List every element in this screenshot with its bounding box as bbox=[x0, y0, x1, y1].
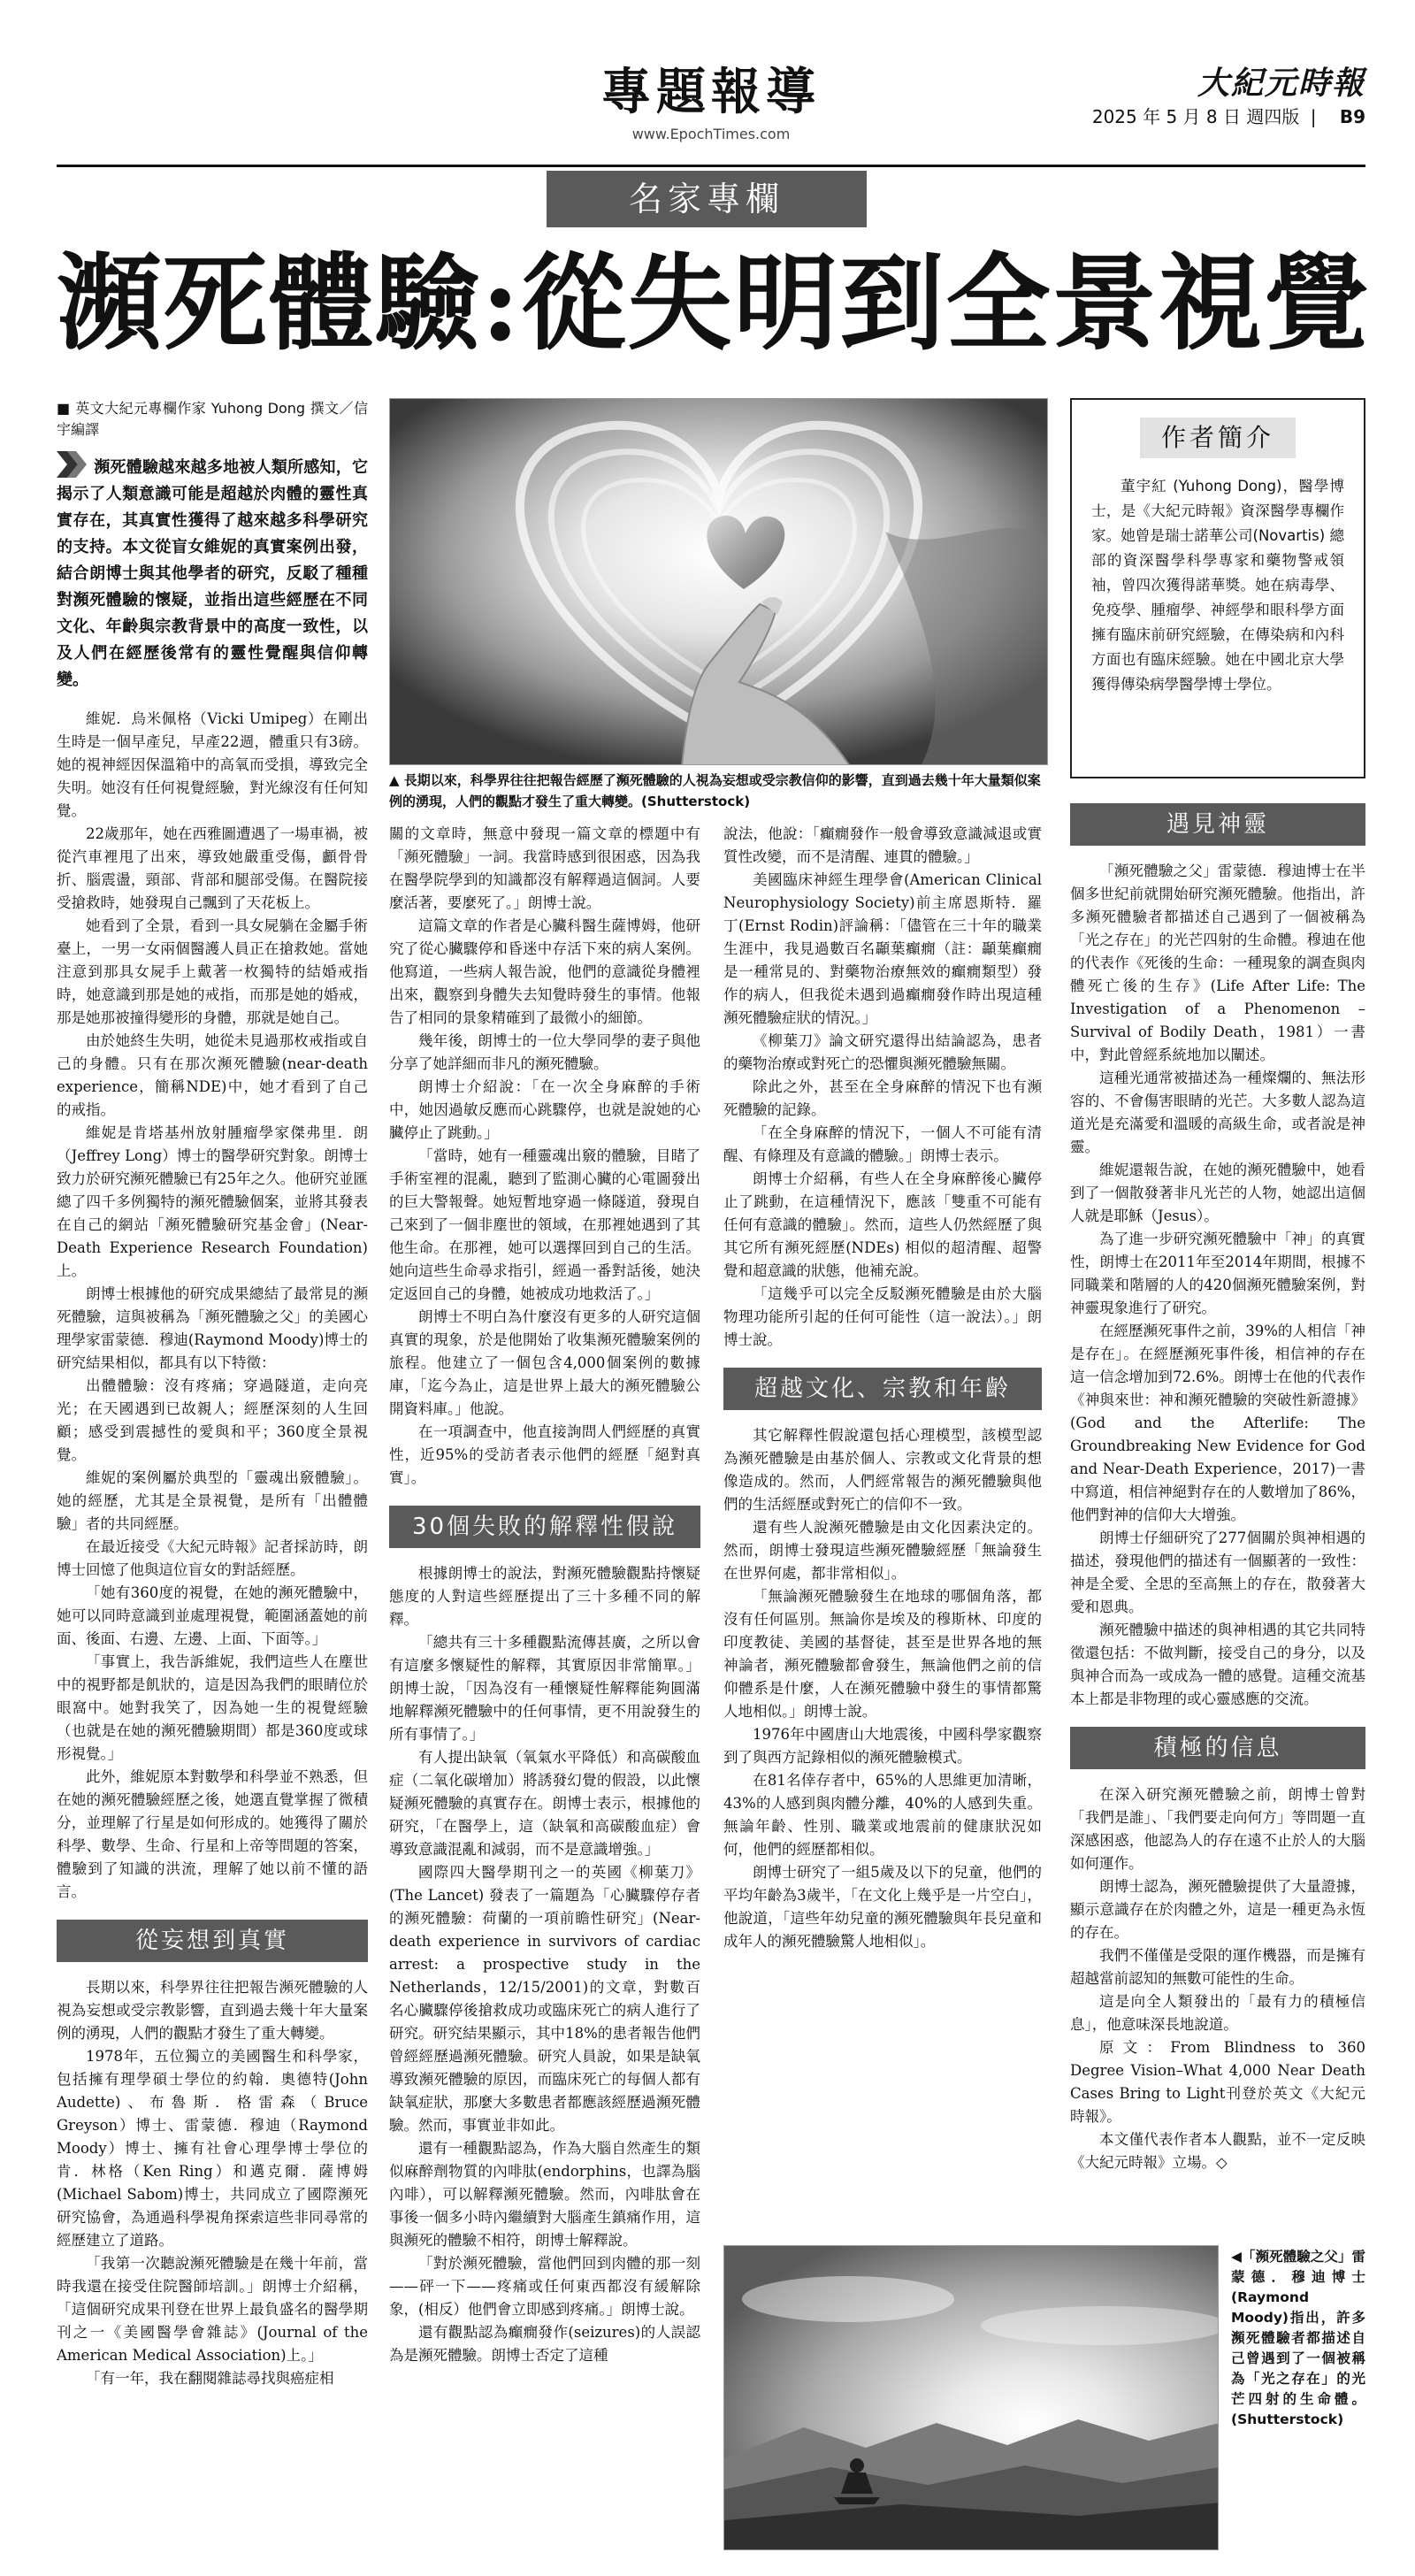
body-paragraph: 朗博士介紹說：「在一次全身麻醉的手術中，她因過敏反應而心跳驟停，也就是說她的心臟停止了跳動。」 bbox=[389, 1078, 700, 1141]
issue-date: 2025 年 5 月 8 日 週四版 bbox=[1091, 106, 1300, 127]
author-box bbox=[1070, 398, 1365, 778]
body-paragraph: 為了進一步研究瀕死體驗中「神」的真實性，朗博士在2011年至2014年期間，根據不同職業和階層的人的420個瀕死體驗案例，對神靈現象進行了研究。 bbox=[1070, 1230, 1365, 1316]
body-paragraph: 「我第一次聽說瀕死體驗是在幾十年前，當時我還在接受住院醫師培訓。」朗博士介紹稱，「這個研究成果刊登在世界上最負盛名的醫學期刊之一《美國醫學會雜誌》(Journal of the American Medical Association)上。」 bbox=[57, 2255, 368, 2364]
subhead: 超越文化、宗教和年齡 bbox=[723, 1368, 1042, 1410]
body-paragraph: 「瀕死體驗之父」雷蒙德．穆迪博士在半個多世紀前就開始研究瀕死體驗。他指出，許多瀕死體驗者都描述自己遇到了一個被稱為「光之存在」的光芒四射的生命體。穆迪在他的代表作《死後的生命：一種現象的調查與肉體死亡後的生存》(Life After Life: The Investigation of a Phenomenon – Survival of Bodily Death，1981）一書中，對此曾經系統地加以闡述。 bbox=[1070, 862, 1365, 1063]
body-paragraph: 其它解釋性假說還包括心理模型，該模型認為瀕死體驗是由基於個人、宗教或文化背景的想像造成的。然而，人們經常報告的瀕死體驗與他們的生活經歷或對死亡的信仰不一致。 bbox=[723, 1427, 1042, 1513]
subhead: 積極的信息 bbox=[1070, 1727, 1365, 1769]
body-paragraph: 出體體驗：沒有疼痛；穿過隧道，走向亮光；在天國遇到已故親人；經歷深刻的人生回顧；感受到震撼性的愛與和平；360度全景視覺。 bbox=[57, 1377, 368, 1463]
body-paragraph: 這是向全人類發出的「最有力的積極信息」，他意味深長地說道。 bbox=[1070, 1993, 1365, 2033]
body-paragraph: 朗博士根據他的研究成果總結了最常見的瀕死體驗，這與被稱為「瀕死體驗之父」的美國心理學家雷蒙德．穆迪(Raymond Moody)博士的研究結果相似，都具有以下特徵： bbox=[57, 1285, 368, 1371]
double-chevron-icon bbox=[57, 451, 88, 478]
meditation-sunset-illustration bbox=[724, 2246, 1219, 2550]
lead-paragraph bbox=[57, 451, 368, 694]
source-note: 原文：From Blindness to 360 Degree Vision–What 4,000 Near Death Cases Bring to Light刊登於英文《大紀元時報》。 bbox=[1070, 2039, 1365, 2125]
body-paragraph: 國際四大醫學期刊之一的英國《柳葉刀》(The Lancet) 發表了一篇題為「心臟驟停存者的瀕死體驗：荷蘭的一項前瞻性研究」(Near-death experience in survivors of cardiac arrest: a prospective study in the Netherlands，12/15/2001)的文章，對數百名心臟驟停後搶救成功或臨床死亡的病人進行了研究。研究結果顯示，其中18%的患者報告他們曾經經歷過瀕死體驗。研究人員說，如果是缺氧導致瀕死體驗的原因，而臨床死亡的每個人都有缺氧症狀，那麼大多數患者都應該經歷過瀕死體驗。然而，事實並非如此。 bbox=[389, 1864, 700, 2134]
lead-text: 瀕死體驗越來越多地被人類所感知，它揭示了人類意識可能是超越於肉體的靈性真實存在，其真實性獲得了越來越多科學研究的支持。本文從盲女維妮的真實案例出發，結合朗博士與其他學者的研究，反駁了種種對瀕死體驗的懷疑，並指出這些經歷在不同文化、年齡與宗教背景中的高度一致性，以及人們在經歷後常有的靈性覺醒與信仰轉變。 bbox=[57, 458, 368, 689]
body-paragraph: 在經歷瀕死事件之前，39%的人相信「神是存在」。在經歷瀕死事件後，相信神的存在這一信念增加到72.6%。朗博士在他的代表作《神與來世：神和瀕死體驗的突破性新證據》(God and the Afterlife: The Groundbreaking New Evidence for God and Near-Death Experience，2017)一書中寫道，相信神絕對存在的人數增加了86%，他們對神的信仰大大增強。 bbox=[1070, 1322, 1365, 1523]
body-paragraph: 1976年中國唐山大地震後，中國科學家觀察到了與西方記錄相似的瀕死體驗模式。 bbox=[723, 1726, 1042, 1766]
column-1 bbox=[57, 398, 368, 2390]
subhead: 從妄想到真實 bbox=[57, 1920, 368, 1962]
author-bio: 董宇紅 (Yuhong Dong)，醫學博士，是《大紀元時報》資深醫學專欄作家。她曾是瑞士諾華公司(Novartis) 總部的資深醫學科學專家和藥物警戒領袖，曾四次獲得諾華獎。她在病毒學、免疫學、腫瘤學、神經學和眼科學方面擁有臨床前研究經驗，在傳染病和內科方面也有臨床經驗。她在中國北京大學獲得傳染病學醫學博士學位。 bbox=[1091, 478, 1344, 693]
body-paragraph: 這篇文章的作者是心臟科醫生薩博姆，他研究了從心臟驟停和昏迷中存活下來的病人案例。他寫道，一些病人報告說，他們的意識從身體裡出來，觀察到身體失去知覺時發生的事情。他報告了相同的景象精確到了最微小的細節。 bbox=[389, 917, 700, 1026]
body-paragraph: 朗博士介紹稱，有些人在全身麻醉後心臟停止了跳動，在這種情況下，應該「雙重不可能有任何有意識的體驗」。然而，這些人仍然經歷了與其它所有瀕死經歷(NDEs) 相似的超清醒、超警覺和超意識的狀態，他補充說。 bbox=[723, 1170, 1042, 1279]
body-paragraph: 維妮是肯塔基州放射腫瘤學家傑弗里．朗（Jeffrey Long）博士的醫學研究對象。朗博士致力於研究瀕死體驗已有25年之久。他研究並匯總了四千多例獨特的瀕死體驗個案，並將其發表在自己的網站「瀕死體驗研究基金會」(Near-Death Experience Research Foundation)上。 bbox=[57, 1124, 368, 1279]
paper-logo: 大紀元時報 bbox=[1197, 65, 1365, 102]
section-title: 專題報導 bbox=[601, 64, 821, 121]
sunset-image bbox=[723, 2245, 1219, 2550]
sunset-caption: ◀「瀕死體驗之父」雷蒙德．穆迪博士(Raymond Moody)指出，許多瀕死體驗者都描述自己曾遇到了一個被稱為「光之存在」的光芒四射的生命體。(Shutterstock) bbox=[1231, 2249, 1365, 2427]
body-paragraph: 朗博士研究了一組5歲及以下的兒童，他們的平均年齡為3歲半，「在文化上幾乎是一片空白」，他說道，「這些年幼兒童的瀕死體驗與年長兒童和成年人的瀕死體驗驚人地相似」。 bbox=[723, 1864, 1042, 1950]
body-paragraph: 「無論瀕死體驗發生在地球的哪個角落，都沒有任何區別。無論你是埃及的穆斯林、印度的印度教徒、美國的基督徒，甚至是世界各地的無神論者，瀕死體驗都會發生，無論他們之前的信仰體系是什麼，人在瀕死體驗中發生的事情都驚人地相似。」朗博士說。 bbox=[723, 1588, 1042, 1720]
masthead bbox=[57, 35, 1365, 150]
body-paragraph: 維妮還報告說，在她的瀕死體驗中，她看到了一個散發著非凡光芒的人物，她認出這個人就是耶穌（Jesus）。 bbox=[1070, 1162, 1365, 1224]
body-paragraph: 美國臨床神經生理學會(American Clinical Neurophysiology Society)前主席恩斯特．羅丁(Ernst Rodin)評論稱：「儘管在三十年的職業生涯中，我見過數百名顳葉癲癇（註：顳葉癲癇是一種常見的、對藥物治療無效的癲癇類型）發作的病人，但我從未遇到過癲癇發作時出現這種瀕死體驗症狀的情況。」 bbox=[723, 871, 1042, 1026]
body-paragraph: 「對於瀕死體驗，當他們回到肉體的那一刻——砰一下——疼痛或任何東西都沒有緩解除象，(相反）他們會立即感到疼痛。」朗博士說。 bbox=[389, 2255, 700, 2318]
body-paragraph: 她看到了全景，看到一具女屍躺在金屬手術臺上，一男一女兩個醫護人員正在搶救她。當她注意到那具女屍手上戴著一枚獨特的結婚戒指時，她意識到那是她的戒指，而那是她的婚戒，那是她那被撞得變形的身體，那就是她自己。 bbox=[57, 917, 368, 1026]
disclaimer: 本文僅代表作者本人觀點，並不一定反映《大紀元時報》立場。◇ bbox=[1070, 2131, 1365, 2171]
body-paragraph: 這種光通常被描述為一種燦爛的、無法形容的、不會傷害眼睛的光芒。大多數人認為這道光是充滿愛和溫暖的高級生命，或者說是神靈。 bbox=[1070, 1070, 1365, 1155]
column-2 bbox=[389, 823, 700, 2367]
page-number: B9 bbox=[1339, 106, 1365, 127]
hero-image bbox=[389, 398, 1048, 765]
body-paragraph: 「事實上，我告訴維妮，我們這些人在塵世中的視野都是飢狀的，這是因為我們的眼睛位於眼窩中。她對我笑了，因為她一生的視覺經驗（也就是在她的瀕死體驗期間）都是360度或球形視覺。」 bbox=[57, 1653, 368, 1762]
body-paragraph: 維妮的案例屬於典型的「靈魂出竅體驗」。她的經歷，尤其是全景視覺，是所有「出體體驗」者的共同經歷。 bbox=[57, 1469, 368, 1532]
body-paragraph: 還有觀點認為癲癇發作(seizures)的人誤認為是瀕死體驗。朗博士否定了這種 bbox=[389, 2324, 700, 2364]
body-paragraph: 除此之外，甚至在全身麻醉的情況下也有瀕死體驗的記錄。 bbox=[723, 1078, 1042, 1118]
subhead: 遇見神靈 bbox=[1070, 803, 1365, 846]
subhead: 30個失敗的解釋性假說 bbox=[389, 1506, 700, 1548]
body-paragraph: 朗博士不明白為什麼沒有更多的人研究這個真實的現象，於是他開始了收集瀕死體驗案例的旅程。他建立了一個包含4,000個案例的數據庫，「迄今為止，這是世界上最大的瀕死體驗公開資料庫。」他說。 bbox=[389, 1308, 700, 1417]
body-paragraph: 關的文章時，無意中發現一篇文章的標題中有「瀕死體驗」一詞。我當時感到很困惑，因為我在醫學院學到的知識都沒有解釋過這個詞。人要麼活著，要麼死了。」朗博士說。 bbox=[389, 825, 700, 911]
column-4 bbox=[1070, 787, 1365, 2174]
body-paragraph: 維妮．烏米佩格（Vicki Umipeg）在剛出生時是一個早產兒，早產22週，體重只有3磅。她的視神經因保溫箱中的高氧而受損，導致完全失明。她沒有任何視覺經驗，對光線沒有任何知覺。 bbox=[57, 710, 368, 819]
headline: 瀕死體驗:從失明到全景視覺 bbox=[57, 242, 1371, 364]
body-paragraph: 朗博士認為，瀕死體驗提供了大量證據，顯示意識存在於肉體之外，這是一種更為永恆的存在。 bbox=[1070, 1878, 1365, 1941]
byline: ■ 英文大紀元專欄作家 Yuhong Dong 撰文／信宇編譯 bbox=[57, 400, 368, 438]
body-paragraph: 此外，維妮原本對數學和科學並不熟悉，但在她的瀕死體驗經歷之後，她選直覺掌握了微積分，並理解了行星是如何形成的。她獲得了關於科學、數學、生命、行星和上帝等問題的答案，體驗到了知識的洪流，理解了她以前不懂的語言。 bbox=[57, 1768, 368, 1900]
body-paragraph: 「總共有三十多種觀點流傳甚廣，之所以會有這麼多懷疑性的解釋，其實原因非常簡單。」朗博士說，「因為沒有一種懷疑性解釋能夠圓滿地解釋瀕死體驗中的任何事情，更不用說發生的所有事情了。」 bbox=[389, 1634, 700, 1743]
body-paragraph: 朗博士仔細研究了277個關於與神相遇的描述，發現他們的描述有一個顯著的一致性：神是全愛、全思的至高無上的存在，散發著大愛和恩典。 bbox=[1070, 1530, 1365, 1615]
body-paragraph: 「她有360度的視覺，在她的瀕死體驗中，她可以同時意識到並處理視覺，範圍涵蓋她的前面、後面、右邊、左邊、上面、下面等。」 bbox=[57, 1584, 368, 1647]
body-paragraph: 長期以來，科學界往往把報告瀕死體驗的人視為妄想或受宗教影響，直到過去幾十年大量案例的湧現，人們的觀點才發生了重大轉變。 bbox=[57, 1979, 368, 2042]
body-paragraph: 「這幾乎可以完全反駁瀕死體驗是由於大腦物理功能所引起的任何可能性（這一說法）。」朗博士說。 bbox=[723, 1285, 1042, 1348]
column-3 bbox=[723, 823, 1042, 1953]
body-paragraph: 我們不僅僅是受限的運作機器，而是擁有超越當前認知的無數可能性的生命。 bbox=[1070, 1947, 1365, 1987]
body-paragraph: 22歲那年，她在西雅圖遭遇了一場車禍，被從汽車裡甩了出來，導致她嚴重受傷，顱骨骨折、腦震盪，頸部、背部和腿部受傷。在醫院接受搶救時，她發現自己飄到了天花板上。 bbox=[57, 825, 368, 911]
author-box-title: 作者簡介 bbox=[1140, 418, 1296, 458]
body-paragraph: 有人提出缺氧（氧氣水平降低）和高碳酸血症（二氧化碳增加）將誘發幻覺的假設，以此懷疑瀕死體驗的真實存在。朗博士表示，根據他的研究，「在醫學上，這（缺氧和高碳酸血症）會導致意識混亂和減弱，而不是意識增強。」 bbox=[389, 1749, 700, 1858]
section-url[interactable]: www.EpochTimes.com bbox=[631, 126, 791, 142]
body-paragraph: 在最近接受《大紀元時報》記者採訪時，朗博士回憶了他與這位盲女的對話經歷。 bbox=[57, 1538, 368, 1578]
body-paragraph: 說法，他說：「癲癇發作一般會導致意識減退或實質性改變，而不是清醒、連貫的體驗。」 bbox=[723, 825, 1042, 865]
body-paragraph: 《柳葉刀》論文研究還得出結論認為，患者的藥物治療或對死亡的恐懼與瀕死體驗無關。 bbox=[723, 1032, 1042, 1072]
body-paragraph: 還有一種觀點認為，作為大腦自然產生的類似麻醉劑物質的內啡肽(endorphins，也譯為腦內啡），可以解釋瀕死體驗。然而，內啡肽會在事後一個多小時內繼續對大腦產生鎮痛作用，這與瀕死的體驗不相符，朗博士解釋說。 bbox=[389, 2140, 700, 2249]
heart-illustration bbox=[390, 399, 1048, 765]
body-paragraph: 1978年，五位獨立的美國醫生和科學家，包括擁有理學碩士學位的約翰．奧德特(John Audette)、布魯斯．格雷森（Bruce Greyson）博士、雷蒙德．穆迪（Raymond Moody）博士、擁有社會心理學博士學位的肯．林格（Ken Ring）和邁克爾．薩博姆(Michael Sabom)博士，共同成立了國際瀕死研究協會，為通過科學視角探索這些非同尋常的經歷建立了道路。 bbox=[57, 2048, 368, 2249]
body-paragraph: 幾年後，朗博士的一位大學同學的妻子與他分享了她詳細而非凡的瀕死體驗。 bbox=[389, 1032, 700, 1072]
issue-date-line: 2025 年 5 月 8 日 週四版 | B9 bbox=[1091, 106, 1365, 127]
body-paragraph: 在一項調查中，他直接詢問人們經歷的真實性，近95%的受訪者表示他們的經歷「絕對真實」。 bbox=[389, 1423, 700, 1486]
body-paragraph: 「當時，她有一種靈魂出竅的體驗，目睹了手術室裡的混亂，聽到了監測心臟的心電圖發出的巨大警報聲。她短暫地穿過一條隧道，發現自己來到了一個非塵世的領域，在那裡她遇到了其他生命。在那裡，她可以選擇回到自己的生活。她向這些生命尋求指引，經過一番對話後，她決定返回自己的身體，她被成功地救活了。」 bbox=[389, 1147, 700, 1302]
body-paragraph: 瀕死體驗中描述的與神相遇的其它共同特徵還包括：不做判斷，接受自己的身分，以及與神合而為一或成為一體的感覺。這種交流基本上都是非物理的或心靈感應的交流。 bbox=[1070, 1622, 1365, 1707]
body-paragraph: 「有一年，我在翻閱雜誌尋找與癌症相 bbox=[86, 2370, 334, 2387]
body-paragraph: 還有些人說瀕死體驗是由文化因素決定的。然而，朗博士發現這些瀕死體驗經歷「無論發生在世界何處，都非常相似」。 bbox=[723, 1519, 1042, 1582]
hero-caption: ▲ 長期以來，科學界往往把報告經歷了瀕死體驗的人視為妄想或受宗教信仰的影響，直到過去幾十年大量類似案例的湧現，人們的觀點才發生了重大轉變。(Shutterstock) bbox=[389, 772, 1041, 809]
body-paragraph: 根據朗博士的說法，對瀕死體驗觀點持懷疑態度的人對這些經歷提出了三十多種不同的解釋。 bbox=[389, 1565, 700, 1628]
body-paragraph: 在81名倖存者中，65%的人思維更加清晰，43%的人感到與肉體分離，40%的人感到失重。無論年齡、性別、職業或地震前的健康狀況如何，他們的經歷都相似。 bbox=[723, 1772, 1042, 1858]
masthead-rule bbox=[57, 165, 1365, 167]
body-paragraph: 由於她終生失明，她從未見過那枚戒指或自己的身體。只有在那次瀕死體驗(near-death experience，簡稱NDE)中，她才看到了自己的戒指。 bbox=[57, 1032, 368, 1118]
body-paragraph: 「在全身麻醉的情況下，一個人不可能有清醒、有條理及有意識的體驗。」朗博士表示。 bbox=[723, 1124, 1042, 1164]
column-label: 名家專欄 bbox=[547, 171, 867, 227]
body-paragraph: 在深入研究瀕死體驗之前，朗博士曾對「我們是誰」、「我們要走向何方」等問題一直深感困惑，他認為人的存在遠不止於人的大腦如何運作。 bbox=[1070, 1786, 1365, 1872]
